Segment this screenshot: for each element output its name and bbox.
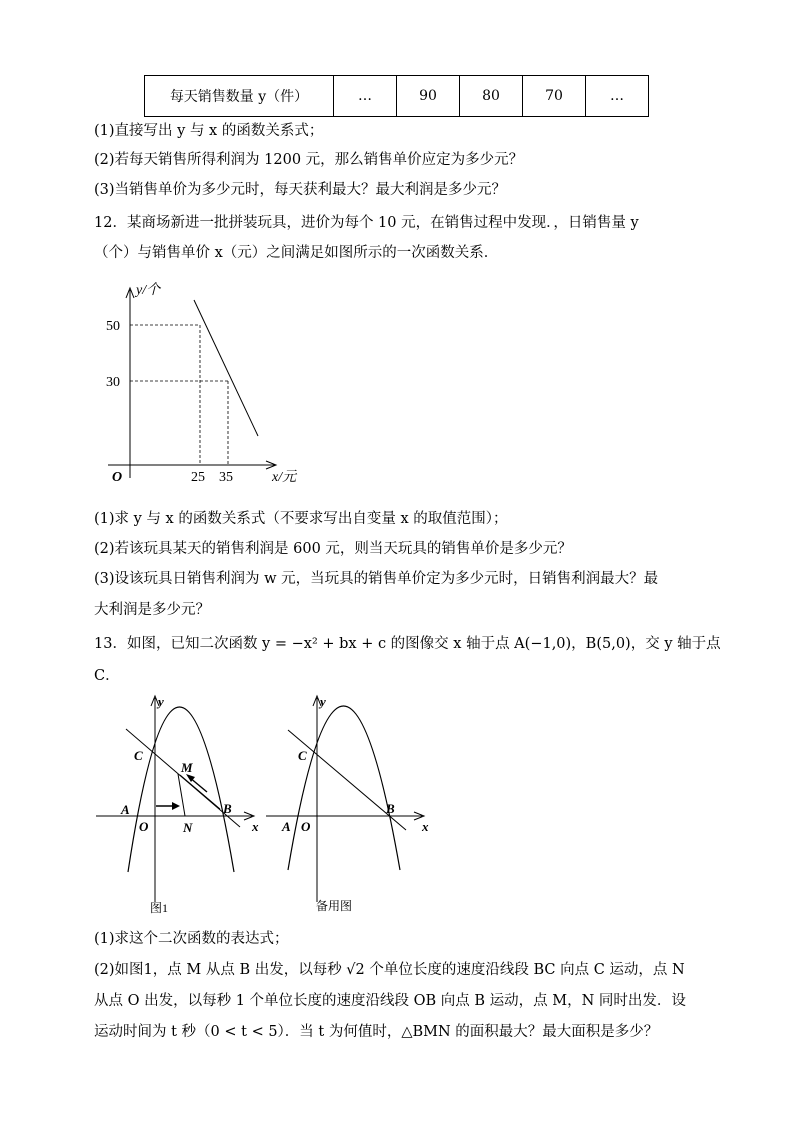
- q12-part3-line2: 大利润是多少元？: [94, 602, 210, 618]
- label-y: y: [158, 694, 164, 709]
- label-y: y: [320, 694, 326, 709]
- label-x: x: [422, 819, 429, 834]
- label-x: x: [252, 819, 259, 834]
- table-cell: 90: [397, 76, 460, 117]
- q12-part2: (2)若该玩具某天的销售利润是 600 元，则当天玩具的销售单价是多少元？: [94, 541, 572, 557]
- label-a: A: [282, 819, 291, 834]
- sales-table: [144, 75, 649, 117]
- label-n: N: [183, 820, 193, 835]
- q13-figure1: [92, 692, 272, 920]
- label-m: M: [181, 760, 193, 775]
- q13-part2-line1: (2)如图1，点 M 从点 B 出发，以每秒 √2 个单位长度的速度沿线段 BC 向点 C 运动，点 N: [94, 962, 685, 978]
- label-o: O: [139, 819, 149, 834]
- q12-stem-line2: （个）与销售单价 x（元）之间满足如图所示的一次函数关系．: [94, 245, 499, 261]
- table-cell: 80: [460, 76, 523, 117]
- function-line: [194, 300, 258, 436]
- q13-stem-line2: C．: [94, 668, 120, 684]
- table-cell: 70: [523, 76, 586, 117]
- x-tick-35: 35: [219, 470, 233, 485]
- x-tick-25: 25: [191, 470, 205, 485]
- backup-figure-caption: 备用图: [316, 899, 353, 913]
- q13-backup-figure: [262, 692, 442, 920]
- q12-part1: (1)求 y 与 x 的函数关系式（不要求写出自变量 x 的取值范围）；: [94, 511, 508, 527]
- segment-bm: [180, 775, 220, 809]
- y-tick-30: 30: [106, 375, 120, 390]
- label-c: C: [298, 748, 307, 763]
- table-row-label: 每天销售数量 y（件）: [145, 76, 334, 117]
- q13-part2-line2: 从点 O 出发，以每秒 1 个单位长度的速度沿线段 OB 向点 B 运动，点 M，N 同时出发．设: [94, 993, 686, 1009]
- figure1-caption: 图1: [150, 901, 169, 915]
- table-cell: …: [334, 76, 397, 117]
- q13-part1: (1)求这个二次函数的表达式；: [94, 931, 289, 947]
- label-b: B: [386, 801, 395, 816]
- q11-part3: (3)当销售单价为多少元时，每天获利最大？最大利润是多少元？: [94, 182, 507, 198]
- label-b: B: [223, 801, 232, 816]
- q12-linear-graph: [100, 278, 320, 490]
- label-c: C: [134, 748, 143, 763]
- q11-part1: (1)直接写出 y 与 x 的函数关系式；: [94, 123, 324, 139]
- segment-mn: [178, 774, 185, 816]
- y-axis-label: y/个: [136, 283, 161, 298]
- parabola: [288, 706, 400, 870]
- x-axis-label: x/元: [272, 470, 297, 485]
- label-a: A: [121, 802, 130, 817]
- q13-stem-line1: 13．如图，已知二次函数 y = −x² + bx + c 的图像交 x 轴于点 A(−1,0)，B(5,0)，交 y 轴于点: [94, 636, 721, 652]
- motion-arrowhead-n: [172, 802, 180, 810]
- q13-part2-line3: 运动时间为 t 秒（0 < t < 5）．当 t 为何值时，△BMN 的面积最大？最大面积是多少？: [94, 1024, 659, 1040]
- origin-label: O: [112, 470, 123, 485]
- table-row: [145, 76, 649, 117]
- y-tick-50: 50: [106, 319, 120, 334]
- table-cell: …: [586, 76, 649, 117]
- q12-part3-line1: (3)设该玩具日销售利润为 w 元，当玩具的销售单价定为多少元时，日销售利润最大？最: [94, 571, 659, 587]
- label-o: O: [301, 819, 311, 834]
- q11-part2: (2)若每天销售所得利润为 1200 元，那么销售单价应定为多少元？: [94, 152, 524, 168]
- q12-stem-line1: 12．某商场新进一批拼装玩具，进价为每个 10 元，在销售过程中发现．，日销售量 y: [94, 215, 639, 231]
